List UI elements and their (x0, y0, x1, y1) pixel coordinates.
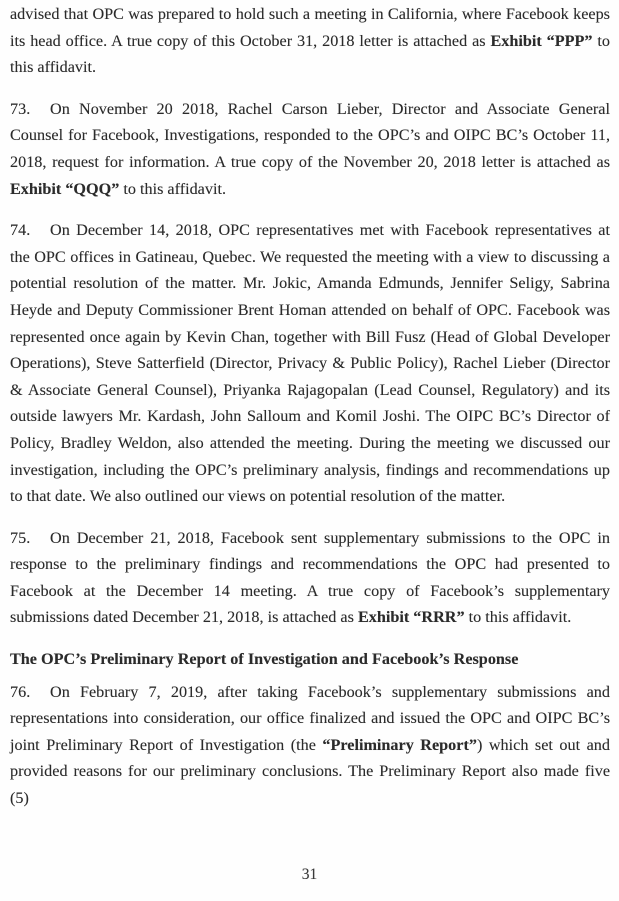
paragraph-number: 74. (10, 221, 31, 240)
text-run: On December 14, 2018, OPC representatives met with Facebook representatives at the OPC offices in Gatineau, Quebec. We requested the meeting with a view to discussing a potential resolution of the matter. Mr. Jokic, Amanda Edmunds, Jennifer Seligy, Sabrina Heyde and Deputy Commissioner Brent Homan attended on behalf of OPC. Facebook was represented once again by Kevin Chan, together with Bill Fusz (Head of Global Developer Operations), Steve Satterfield (Director, Privacy & Public Policy), Rachel Lieber (Director & Associate General Counsel), Priyanka Rajagopalan (Lead Counsel, Regulatory) and its outside lawyers Mr. Kardash, John Salloum and Komil Joshi. The OIPC BC’s Director of Policy, Bradley Weldon, also attended the meeting. During the meeting we discussed our investigation, including the OPC’s preliminary analysis, findings and recommendations up to that date. We also outlined our views on potential resolution of the matter. (10, 221, 610, 506)
text-run: On December 21, 2018, Facebook sent supplementary submissions to the OPC in response to the preliminary findings and recommendations the OPC had presented to Facebook at the December 14 meeting. A true copy of Facebook’s supplementary submissions dated December 21, 2018, is attached as (10, 528, 610, 627)
document-body (10, 1, 610, 812)
paragraph (10, 1, 610, 81)
paragraph (10, 679, 610, 812)
bold-text-run: “Preliminary Report” (322, 735, 477, 754)
bold-text-run: The OPC’s Preliminary Report of Investigation and Facebook’s Response (10, 650, 519, 669)
text-run: to this affidavit. (119, 179, 227, 198)
paragraph-number: 76. (10, 682, 31, 701)
section-heading (10, 646, 610, 673)
bold-text-run: Exhibit “QQQ” (10, 179, 120, 198)
paragraph (10, 525, 610, 631)
text-run: On February 7, 2019, after taking Facebook’s supplementary submissions and representations into consideration, our office finalized and issued the OPC and OIPC BC’s joint Preliminary Report of Investigation (the (10, 682, 610, 754)
paragraph (10, 96, 610, 202)
text-run: ) which set out and provided reasons for our preliminary conclusions. The Preliminary Report also made five (5) (10, 735, 610, 808)
paragraph-number: 73. (10, 99, 31, 118)
paragraph-number: 75. (10, 528, 31, 547)
paragraph (10, 217, 610, 510)
text-run: to this affidavit. (10, 31, 610, 77)
text-run: On November 20 2018, Rachel Carson Lieber, Director and Associate General Counsel for Facebook, Investigations, responded to the OPC’s and OIPC BC’s October 11, 2018, request for information. A true copy of the November 20, 2018 letter is attached as (10, 99, 610, 171)
text-run: to this affidavit. (464, 608, 572, 627)
text-run: advised that OPC was prepared to hold such a meeting in California, where Facebook keeps its head office. A true copy of this October 31, 2018 letter is attached as (10, 5, 610, 50)
bold-text-run: Exhibit “RRR” (357, 608, 465, 627)
page-number: 31 (301, 866, 318, 883)
bold-text-run: Exhibit “PPP” (490, 31, 593, 50)
